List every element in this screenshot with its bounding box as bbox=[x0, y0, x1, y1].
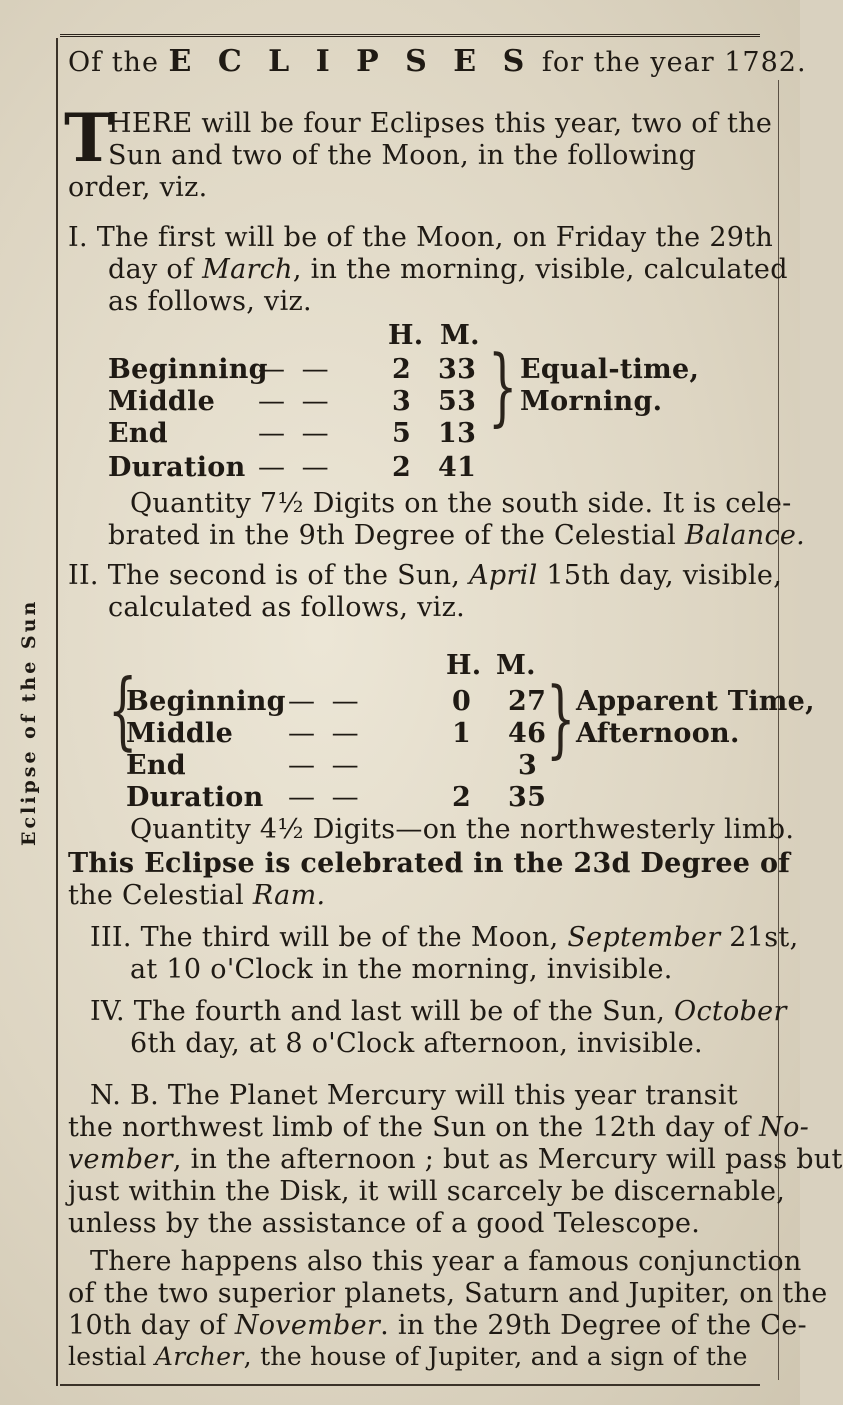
conj-line-3: 10th day of November. in the 29th Degree of the Ce- bbox=[68, 1310, 807, 1341]
e1-row-h: 2 bbox=[392, 354, 412, 385]
eclipse2-side-label: Eclipse of the Sun bbox=[18, 598, 40, 846]
intro-line-2: Sun and two of the Moon, in the following bbox=[108, 140, 697, 171]
eclipse1-header-m: M. bbox=[440, 320, 480, 351]
title-of-the: Of the bbox=[68, 47, 159, 78]
eclipse2-header-m: M. bbox=[496, 650, 536, 681]
eclipse1-quantity-1: Quantity 7½ Digits on the south side. It is cele- bbox=[130, 488, 792, 519]
e2-row-label: Duration bbox=[126, 782, 264, 813]
page-title bbox=[68, 44, 807, 79]
nb-line-3: vember, in the afternoon ; but as Mercury will pass but bbox=[68, 1144, 843, 1175]
conj-line-4: lestial Archer, the house of Jupiter, and a sign of the bbox=[68, 1342, 748, 1371]
e1-row-h: 3 bbox=[392, 386, 412, 417]
eclipse2-header-h: H. bbox=[446, 650, 482, 681]
e2-row-dashes: — — bbox=[288, 686, 363, 717]
bottom-rule bbox=[60, 1384, 760, 1386]
e2-row-label: Beginning bbox=[126, 686, 286, 717]
eclipse1-brace: } bbox=[488, 337, 518, 435]
eclipse2-note-1: Apparent Time, bbox=[576, 686, 815, 717]
e2-row-m: 27 bbox=[508, 686, 547, 717]
e1-row-m: 53 bbox=[438, 386, 477, 417]
eclipse1-quantity-2: brated in the 9th Degree of the Celestial Balance. bbox=[108, 520, 806, 551]
e2-row-m: 3 bbox=[518, 750, 538, 781]
drop-cap: T bbox=[64, 99, 114, 177]
conj-line-2: of the two superior planets, Saturn and Jupiter, on the bbox=[68, 1278, 828, 1309]
e1-row-m: 33 bbox=[438, 354, 477, 385]
eclipse2-note-2: Afternoon. bbox=[576, 718, 740, 749]
e1-row-label: Middle bbox=[108, 386, 216, 417]
title-year: for the year 1782. bbox=[541, 47, 807, 78]
eclipse3-line-1: III. The third will be of the Moon, September 21st, bbox=[90, 922, 799, 953]
e2-row-m: 35 bbox=[508, 782, 547, 813]
e1-row-label: End bbox=[108, 418, 168, 449]
eclipse2-quantity-1: Quantity 4½ Digits—on the northwesterly limb. bbox=[130, 814, 795, 845]
nb-line-1: N. B. The Planet Mercury will this year transit bbox=[90, 1080, 738, 1111]
e1-row-dashes: — — bbox=[258, 418, 333, 449]
e2-row-label: Middle bbox=[126, 718, 234, 749]
left-rule bbox=[56, 38, 58, 1386]
eclipse2-brace: } bbox=[546, 669, 576, 767]
e1-row-m: 13 bbox=[438, 418, 477, 449]
eclipse1-line-1: I. The first will be of the Moon, on Friday the 29th bbox=[68, 222, 774, 253]
e1-row-h: 5 bbox=[392, 418, 412, 449]
e2-row-dashes: — — bbox=[288, 718, 363, 749]
e1-row-h: 2 bbox=[392, 452, 412, 483]
e1-row-m: 41 bbox=[438, 452, 477, 483]
e1-row-dashes: — — bbox=[258, 354, 333, 385]
eclipse2-line-1: II. The second is of the Sun, April 15th day, visible, bbox=[68, 560, 783, 591]
conj-line-1: There happens also this year a famous conjunction bbox=[90, 1246, 802, 1277]
e1-row-label: Beginning bbox=[108, 354, 268, 385]
e2-row-h: 0 bbox=[452, 686, 472, 717]
eclipse1-note-1: Equal-time, bbox=[520, 354, 700, 385]
eclipse4-line-1: IV. The fourth and last will be of the Sun, October bbox=[90, 996, 787, 1027]
eclipse1-header-h: H. bbox=[388, 320, 424, 351]
nb-line-4: just within the Disk, it will scarcely be discernable, bbox=[68, 1176, 786, 1207]
e2-row-h: 1 bbox=[452, 718, 472, 749]
eclipse1-line-2: day of March, in the morning, visible, calculated bbox=[108, 254, 788, 285]
intro-line-3: order, viz. bbox=[68, 172, 208, 203]
e2-row-dashes: — — bbox=[288, 782, 363, 813]
intro-line-1: HERE will be four Eclipses this year, two of the bbox=[108, 108, 773, 139]
eclipse2-quantity-2: This Eclipse is celebrated in the 23d Degree of bbox=[68, 848, 791, 879]
nb-line-5: unless by the assistance of a good Telescope. bbox=[68, 1208, 701, 1239]
title-eclipses: E C L I P S E S bbox=[168, 44, 533, 79]
eclipse2-line-2: calculated as follows, viz. bbox=[108, 592, 466, 623]
e1-row-dashes: — — bbox=[258, 386, 333, 417]
e2-row-h: 2 bbox=[452, 782, 472, 813]
eclipse2-left-brace: } bbox=[108, 669, 138, 767]
eclipse2-quantity-3: the Celestial Ram. bbox=[68, 880, 326, 911]
eclipse1-note-2: Morning. bbox=[520, 386, 663, 417]
e1-row-dashes: — — bbox=[258, 452, 333, 483]
e2-row-m: 46 bbox=[508, 718, 547, 749]
eclipse1-line-3: as follows, viz. bbox=[108, 286, 312, 317]
e2-row-dashes: — — bbox=[288, 750, 363, 781]
eclipse4-line-2: 6th day, at 8 o'Clock afternoon, invisible. bbox=[130, 1028, 703, 1059]
eclipse3-line-2: at 10 o'Clock in the morning, invisible. bbox=[130, 954, 673, 985]
nb-line-2: the northwest limb of the Sun on the 12th day of No- bbox=[68, 1112, 810, 1143]
e1-row-label: Duration bbox=[108, 452, 246, 483]
e2-row-label: End bbox=[126, 750, 186, 781]
top-rule bbox=[60, 34, 760, 40]
